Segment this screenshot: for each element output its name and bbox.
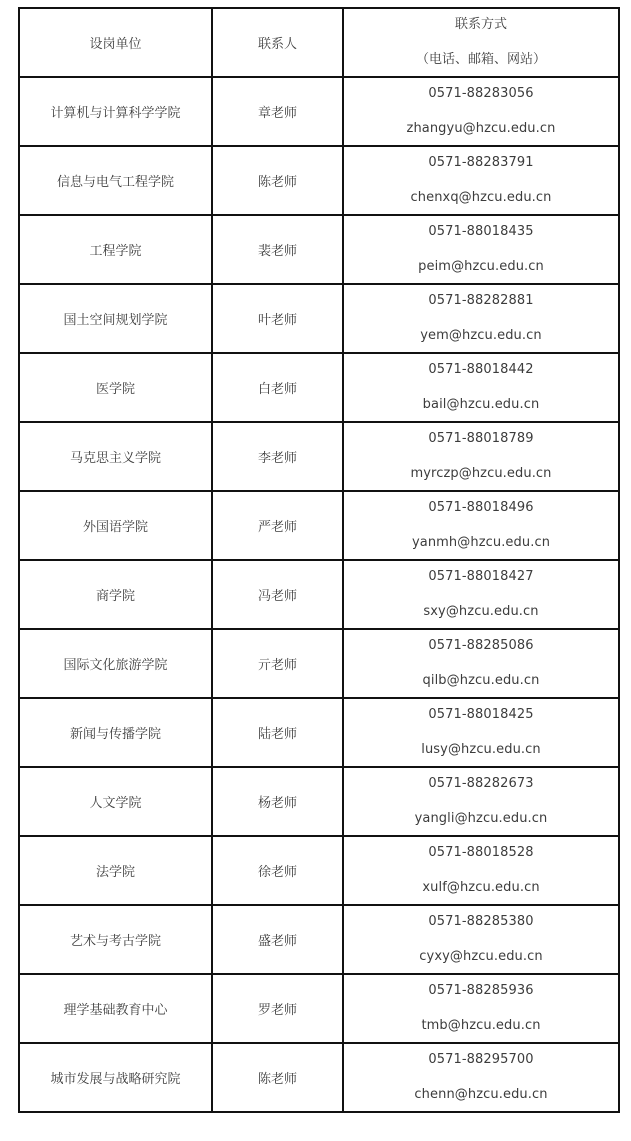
- email-text: yem@hzcu.edu.cn: [420, 328, 542, 343]
- contact-cell: [343, 698, 619, 767]
- phone-text: 0571-88018496: [428, 500, 534, 515]
- person-cell: 亓老师: [212, 629, 343, 698]
- unit-cell: 理学基础教育中心: [19, 974, 212, 1043]
- email-text: lusy@hzcu.edu.cn: [421, 742, 541, 757]
- header-unit: 设岗单位: [19, 8, 212, 77]
- table-row: [19, 215, 619, 284]
- table-row: [19, 146, 619, 215]
- person-cell: 叶老师: [212, 284, 343, 353]
- phone-text: 0571-88018435: [428, 224, 534, 239]
- header-contact-person: 联系人: [212, 8, 343, 77]
- person-cell: 裴老师: [212, 215, 343, 284]
- unit-cell: 法学院: [19, 836, 212, 905]
- person-cell: 白老师: [212, 353, 343, 422]
- table-row: [19, 629, 619, 698]
- email-text: chenn@hzcu.edu.cn: [414, 1087, 548, 1102]
- phone-text: 0571-88295700: [428, 1052, 534, 1067]
- email-text: yanmh@hzcu.edu.cn: [411, 535, 551, 550]
- table-row: [19, 905, 619, 974]
- table-body: [19, 77, 619, 1112]
- person-cell: 罗老师: [212, 974, 343, 1043]
- unit-cell: 国土空间规划学院: [19, 284, 212, 353]
- person-cell: 盛老师: [212, 905, 343, 974]
- email-text: xulf@hzcu.edu.cn: [422, 880, 540, 895]
- email-text: cyxy@hzcu.edu.cn: [419, 949, 543, 964]
- unit-cell: 艺术与考古学院: [19, 905, 212, 974]
- email-text: yangli@hzcu.edu.cn: [414, 811, 548, 826]
- phone-text: 0571-88018442: [428, 362, 534, 377]
- phone-text: 0571-88018528: [428, 845, 534, 860]
- table-row: [19, 491, 619, 560]
- contact-cell: [343, 77, 619, 146]
- phone-text: 0571-88018425: [428, 707, 534, 722]
- phone-text: 0571-88018789: [428, 431, 534, 446]
- person-cell: 陈老师: [212, 146, 343, 215]
- person-cell: 李老师: [212, 422, 343, 491]
- contact-cell: [343, 146, 619, 215]
- header-contact-method: [343, 8, 619, 77]
- header-contact-method-subtitle: （电话、邮箱、网站）: [415, 52, 546, 67]
- email-text: bail@hzcu.edu.cn: [422, 397, 540, 412]
- contact-cell: [343, 491, 619, 560]
- person-cell: 徐老师: [212, 836, 343, 905]
- table-row: [19, 284, 619, 353]
- table-row: [19, 560, 619, 629]
- table-row: [19, 77, 619, 146]
- unit-cell: 国际文化旅游学院: [19, 629, 212, 698]
- person-cell: 陈老师: [212, 1043, 343, 1112]
- contact-cell: [343, 974, 619, 1043]
- email-text: sxy@hzcu.edu.cn: [423, 604, 539, 619]
- phone-text: 0571-88283056: [428, 86, 534, 101]
- phone-text: 0571-88285936: [428, 983, 534, 998]
- table-row: [19, 1043, 619, 1112]
- unit-cell: 马克思主义学院: [19, 422, 212, 491]
- unit-cell: 商学院: [19, 560, 212, 629]
- contact-cell: [343, 215, 619, 284]
- table-row: [19, 767, 619, 836]
- phone-text: 0571-88282881: [428, 293, 534, 308]
- phone-text: 0571-88283791: [428, 155, 534, 170]
- email-text: myrczp@hzcu.edu.cn: [410, 466, 552, 481]
- person-cell: 杨老师: [212, 767, 343, 836]
- email-text: chenxq@hzcu.edu.cn: [410, 190, 552, 205]
- email-text: peim@hzcu.edu.cn: [418, 259, 544, 274]
- contact-cell: [343, 905, 619, 974]
- contact-cell: [343, 422, 619, 491]
- unit-cell: 工程学院: [19, 215, 212, 284]
- table-row: [19, 974, 619, 1043]
- person-cell: 章老师: [212, 77, 343, 146]
- contact-cell: [343, 629, 619, 698]
- phone-text: 0571-88285380: [428, 914, 534, 929]
- table-row: [19, 353, 619, 422]
- table-row: [19, 836, 619, 905]
- phone-text: 0571-88018427: [428, 569, 534, 584]
- table-row: [19, 698, 619, 767]
- person-cell: 严老师: [212, 491, 343, 560]
- contact-table: [18, 7, 620, 1113]
- unit-cell: 人文学院: [19, 767, 212, 836]
- contact-cell: [343, 767, 619, 836]
- contact-cell: [343, 353, 619, 422]
- unit-cell: 医学院: [19, 353, 212, 422]
- phone-text: 0571-88282673: [428, 776, 534, 791]
- contact-cell: [343, 560, 619, 629]
- header-contact-method-title: 联系方式: [454, 17, 507, 32]
- unit-cell: 计算机与计算科学学院: [19, 77, 212, 146]
- person-cell: 陆老师: [212, 698, 343, 767]
- unit-cell: 新闻与传播学院: [19, 698, 212, 767]
- phone-text: 0571-88285086: [428, 638, 534, 653]
- unit-cell: 信息与电气工程学院: [19, 146, 212, 215]
- contact-table-container: [18, 7, 620, 1113]
- email-text: qilb@hzcu.edu.cn: [422, 673, 540, 688]
- contact-cell: [343, 1043, 619, 1112]
- table-header-row: [19, 8, 619, 77]
- email-text: zhangyu@hzcu.edu.cn: [406, 121, 556, 136]
- unit-cell: 城市发展与战略研究院: [19, 1043, 212, 1112]
- email-text: tmb@hzcu.edu.cn: [421, 1018, 541, 1033]
- contact-cell: [343, 284, 619, 353]
- person-cell: 冯老师: [212, 560, 343, 629]
- unit-cell: 外国语学院: [19, 491, 212, 560]
- table-row: [19, 422, 619, 491]
- contact-cell: [343, 836, 619, 905]
